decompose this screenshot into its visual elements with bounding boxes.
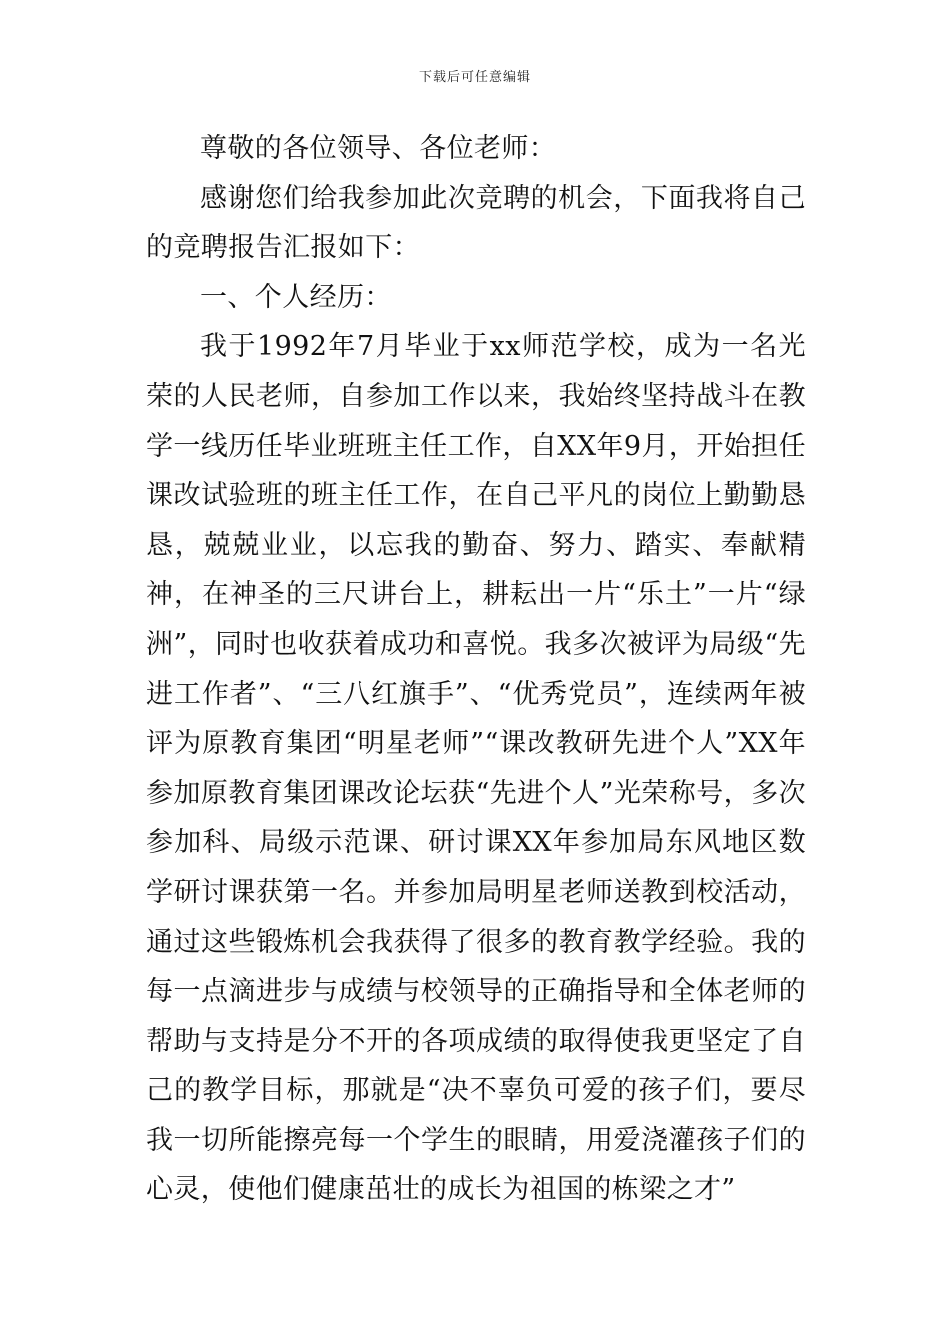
document-body <box>146 124 806 1215</box>
intro-paragraph: 感谢您们给我参加此次竞聘的机会，下面我将自己的竞聘报告汇报如下： <box>146 182 806 264</box>
experience-paragraph: 我于1992年7月毕业于xx师范学校，成为一名光荣的人民老师，自参加工作以来，我始终坚持战斗在教学一线历任毕业班班主任工作，自XX年9月，开始担任课改试验班的班主任工作，在自己平凡的岗位上勤勤恳恳，兢兢业业，以忘我的勤奋、努力、踏实、奉献精神，在神圣的三尺讲台上，耕耘出一片“乐土”一片“绿洲”，同时也收获着成功和喜悦。我多次被评为局级“先进工作者”、“三八红旗手”、“优秀党员”，连续两年被评为原教育集团“明星老师”“课改教研先进个人”XX年参加原教育集团课改论坛获“先进个人”光荣称号，多次参加科、局级示范课、研讨课XX年参加局东风地区数学研讨课获第一名。并参加局明星老师送教到校活动，通过这些锻炼机会我获得了很多的教育教学经验。我的每一点滴进步与成绩与校领导的正确指导和全体老师的帮助与支持是分不开的各项成绩的取得使我更坚定了自己的教学目标，那就是“决不辜负可爱的孩子们，要尽我一切所能擦亮每一个学生的眼睛，用爱浇灌孩子们的心灵，使他们健康茁壮的成长为祖国的栋梁之才” <box>146 331 806 1206</box>
header-note: 下载后可任意编辑 <box>418 70 531 85</box>
salutation-paragraph: 尊敬的各位领导、各位老师： <box>200 133 557 164</box>
section-heading-personal-experience: 一、个人经历： <box>200 281 392 313</box>
